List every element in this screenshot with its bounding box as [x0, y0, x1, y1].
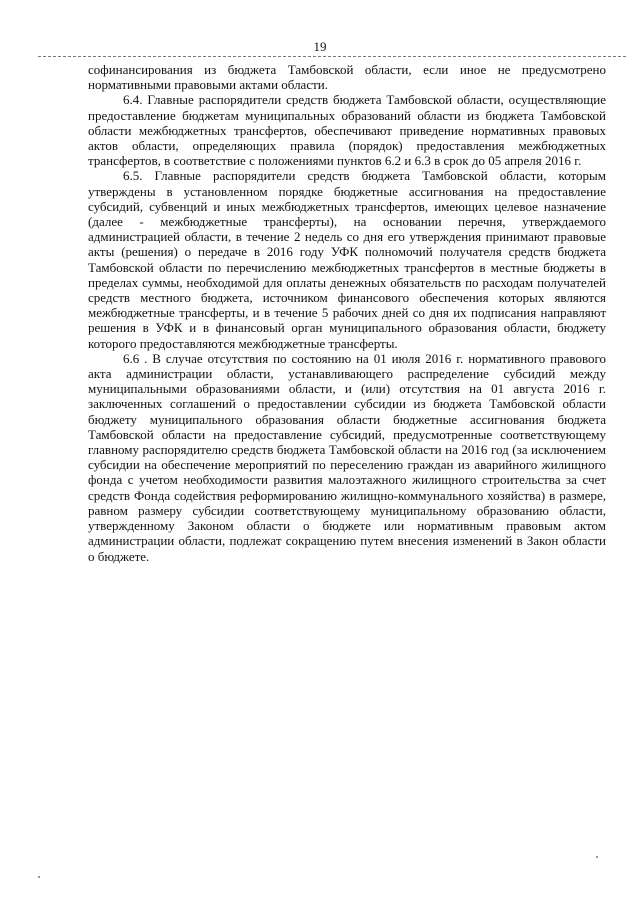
scan-speck [38, 876, 40, 878]
page-number: 19 [313, 39, 327, 54]
body-text [88, 62, 606, 564]
paragraph-6-6: 6.6 . В случае отсутствия по состоянию на 01 июля 2016 г. нормативного правового акта администрации области, устанавливающего распределение субсидий между муниципальными образованиями области, и (или) отсутствия на 01 августа 2016 г. заключенных соглашений о предоставлении субсидии из бюджета Тамбовской области бюджету муниципального образования области бюджетные ассигнования бюджета Тамбовской области на предоставление субсидий, предусмотренные соответствующему главному распорядителю средств бюджета Тамбовской области на 2016 год (за исключением субсидии на обеспечение мероприятий по переселению граждан из аварийного жилищного фонда с учетом необходимости развития малоэтажного жилищного строительства за счет средств Фонда содействия реформированию жилищно-коммунального хозяйства) в размере, равном размеру субсидии соответствующему муниципальному образованию области, утвержденному Законом области о бюджете или нормативным правовым актом администрации области, подлежат сокращению путем внесения изменений в Закон области о бюджете. [88, 350, 606, 564]
paragraph-6-5: 6.5. Главные распорядители средств бюджета Тамбовской области, которым утверждены в установленном порядке бюджетные ассигнования на предоставление субсидий, субвенций и иных межбюджетных трансфертов, имеющих целевое назначение (далее - межбюджетные трансферты), на основании перечня, утверждаемого администрацией области, в течение 2 недель со дня его утверждения принимают правовые акты (решения) о передаче в 2016 году УФК полномочий получателя средств бюджета Тамбовской области по перечислению межбюджетных трансфертов в местные бюджеты в пределах суммы, необходимой для оплаты денежных обязательств по расходам получателей средств местного бюджета, источником финансового обеспечения которых являются межбюджетные трансферты, и в течение 5 рабочих дней со дня их подписания направляют решения в УФК и в финансовый орган муниципального образования области, бюджету которого предоставляются межбюджетные трансферты. [88, 168, 606, 351]
paragraph-6-4: 6.4. Главные распорядители средств бюджета Тамбовской области, осуществляющие предоставление бюджетам муниципальных образований области из бюджета Тамбовской области межбюджетных трансфертов, обеспечивают приведение нормативных правовых актов области, определяющих правила (порядок) предоставления межбюджетных трансфертов, в соответствие с положениями пунктов 6.2 и 6.3 в срок до 05 апреля 2016 г. [88, 92, 606, 169]
scan-speck [596, 856, 598, 858]
header-rule [38, 56, 626, 57]
paragraph-continuation: софинансирования из бюджета Тамбовской области, если иное не предусмотрено нормативными правовыми актами области. [88, 62, 606, 93]
